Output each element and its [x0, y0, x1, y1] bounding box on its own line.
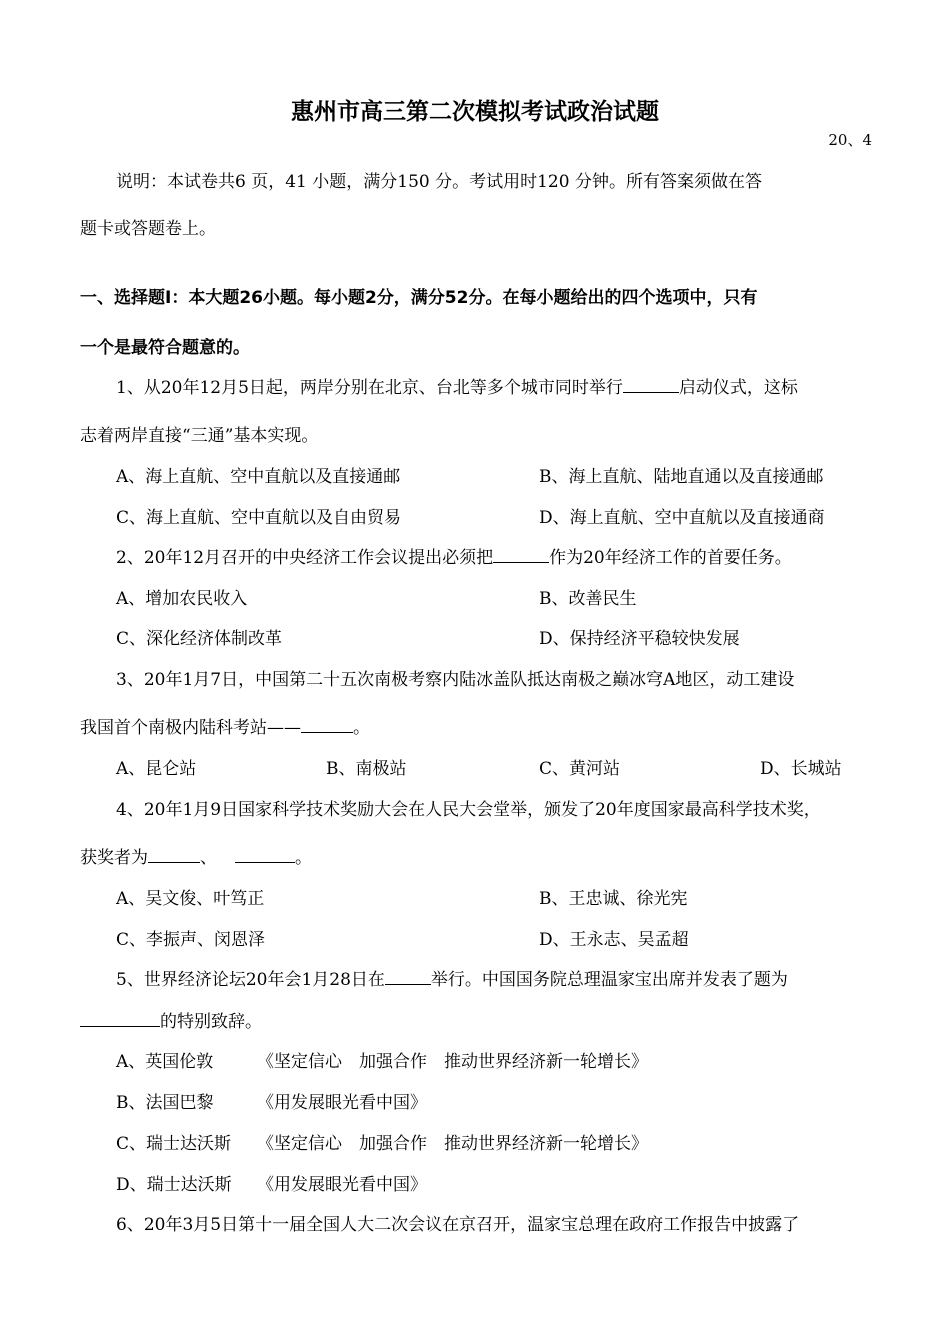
- answer-blank: [301, 718, 353, 733]
- question-1-option-b: B、海上直航、陆地直通以及直接通邮: [539, 467, 824, 487]
- question-1-stem: [116, 377, 798, 399]
- question-3-stem-part-b: 。: [353, 718, 370, 738]
- question-5-option-a-speech: 《坚定信心 加强合作 推动世界经济新一轮增长》: [257, 1052, 648, 1072]
- page-title: 惠州市高三第二次模拟考试政治试题: [291, 98, 659, 125]
- answer-blank: [623, 378, 679, 393]
- question-3-option-c: C、黄河站: [539, 759, 621, 779]
- answer-blank: [235, 848, 295, 863]
- question-1-stem-line-2: 志着两岸直接“三通”基本实现。: [80, 426, 319, 446]
- question-5-option-c-place: C、瑞士达沃斯: [116, 1134, 232, 1154]
- question-5-option-c-speech: 《坚定信心 加强合作 推动世界经济新一轮增长》: [257, 1134, 648, 1154]
- answer-blank: [80, 1012, 160, 1027]
- question-1-stem-part-a: 1、从20年12月5日起，两岸分别在北京、台北等多个城市同时举行: [116, 378, 623, 398]
- question-2-option-a: A、增加农民收入: [116, 589, 248, 609]
- answer-blank: [493, 548, 549, 563]
- question-2-option-d: D、保持经济平稳较快发展: [539, 629, 740, 649]
- answer-blank: [385, 970, 431, 985]
- question-4-stem-part-a: 获奖者为: [80, 848, 148, 868]
- question-5-stem-line-2: [80, 1011, 262, 1033]
- question-5-stem-line-1: [116, 969, 788, 991]
- question-3-option-b: B、南极站: [326, 759, 407, 779]
- question-2-stem-part-b: 作为20年经济工作的首要任务。: [549, 548, 792, 568]
- question-4-stem-part-c: 。: [295, 848, 312, 868]
- question-1-option-a: A、海上直航、空中直航以及直接通邮: [116, 467, 401, 487]
- question-4-option-d: D、王永志、吴孟超: [539, 930, 689, 950]
- question-5-option-b-speech: 《用发展眼光看中国》: [257, 1093, 427, 1113]
- question-5-option-b-place: B、法国巴黎: [116, 1093, 214, 1113]
- question-4-stem-line-1: 4、20年1月9日国家科学技术奖励大会在人民大会堂举，颁发了20年度国家最高科学技术奖，: [116, 800, 821, 820]
- question-4-stem-part-b: 、: [200, 848, 217, 868]
- question-1-option-d: D、海上直航、空中直航以及直接通商: [539, 508, 825, 528]
- section-heading-line-1: 一、选择题Ⅰ：本大题26小题。每小题2分，满分52分。在每小题给出的四个选项中，只有: [80, 288, 758, 308]
- question-1-stem-part-b: 启动仪式，这标: [678, 378, 798, 398]
- instructions-line-2: 题卡或答题卷上。: [80, 219, 216, 239]
- question-2-stem-part-a: 2、20年12月召开的中央经济工作会议提出必须把: [116, 548, 494, 568]
- instructions-line-1: 说明：本试卷共6 页，41 小题，满分150 分。考试用时120 分钟。所有答案须做在答: [116, 172, 762, 192]
- question-2-stem: [116, 547, 792, 569]
- question-2-option-c: C、深化经济体制改革: [116, 629, 283, 649]
- question-3-option-d: D、长城站: [760, 759, 842, 779]
- question-5-stem-part-c: 的特别致辞。: [160, 1012, 262, 1032]
- question-5-option-d-speech: 《用发展眼光看中国》: [257, 1175, 427, 1195]
- question-2-option-b: B、改善民生: [539, 589, 637, 609]
- question-6-stem-line-1: 6、20年3月5日第十一届全国人大二次会议在京召开，温家宝总理在政府工作报告中披露了: [116, 1215, 800, 1235]
- section-heading-line-2: 一个是最符合题意的。: [80, 338, 250, 358]
- question-4-stem-line-2: [80, 847, 312, 869]
- answer-blank: [148, 848, 200, 863]
- question-5-option-d-place: D、瑞士达沃斯: [116, 1175, 232, 1195]
- question-4-option-c: C、李振声、闵恩泽: [116, 930, 266, 950]
- question-4-option-a: A、吴文俊、叶笃正: [116, 889, 265, 909]
- exam-date: 20、4: [828, 131, 872, 149]
- question-5-option-a-place: A、英国伦敦: [116, 1052, 214, 1072]
- question-5-stem-part-a: 5、世界经济论坛20年会1月28日在: [116, 970, 385, 990]
- question-3-option-a: A、昆仑站: [116, 759, 197, 779]
- question-5-stem-part-b: 举行。中国国务院总理温家宝出席并发表了题为: [430, 970, 788, 990]
- question-1-option-c: C、海上直航、空中直航以及自由贸易: [116, 508, 402, 528]
- question-4-option-b: B、王忠诚、徐光宪: [539, 889, 688, 909]
- question-3-stem-line-1: 3、20年1月7日，中国第二十五次南极考察内陆冰盖队抵达南极之巅冰穹A地区，动工建设: [116, 670, 795, 690]
- question-3-stem-line-2: [80, 717, 370, 739]
- question-3-stem-part-a: 我国首个南极内陆科考站——: [80, 718, 301, 738]
